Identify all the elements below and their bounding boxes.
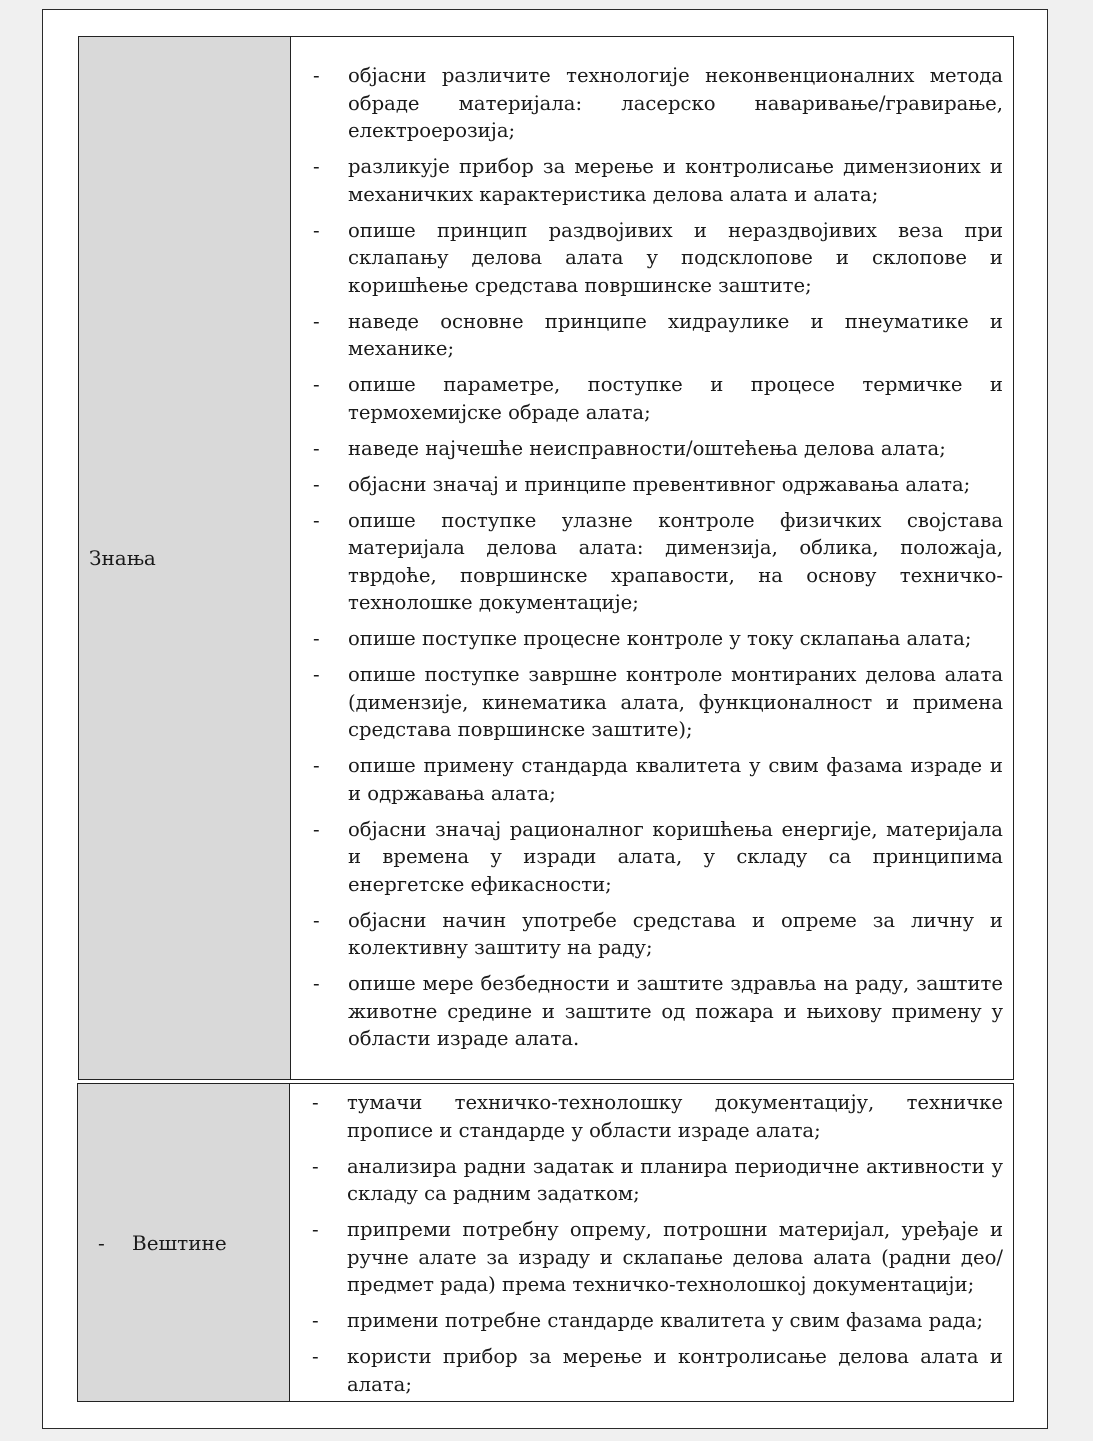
knowledge-content-cell: [291, 37, 1014, 1080]
bullet-dash: -: [312, 1154, 319, 1178]
knowledge-table: [78, 36, 1014, 1080]
bullet-dash: -: [313, 373, 320, 396]
list-item-text: објасни различите технологије неконвенционалних метода обраде материјала: ласерско наваривање/гравирање, електроерозија;: [348, 64, 1003, 142]
list-item: [291, 507, 1013, 617]
list-item: [291, 471, 1013, 499]
list-item-text: тумачи техничко-технолошку документацију, техничке прописе и стандарде у области израде алата;: [347, 1091, 1003, 1142]
list-item: [290, 1153, 1013, 1208]
list-item-text: опише мере безбедности и заштите здравља на раду, заштите животне средине и заштите од пожара и њихову примену у области израде алата.: [348, 972, 1003, 1050]
list-item: [291, 371, 1013, 426]
list-item: [291, 308, 1013, 363]
list-item: [291, 435, 1013, 463]
list-item: [290, 1216, 1013, 1299]
list-item-text: опише примену стандарда квалитета у свим фазама израде и и одржавања алата;: [348, 754, 1003, 805]
list-item: [290, 1307, 1013, 1335]
list-item: [290, 1089, 1013, 1144]
bullet-dash: -: [313, 627, 320, 650]
list-item-text: објасни значај и принципе превентивног одржавања алата;: [348, 472, 971, 496]
skills-label: Вештине: [132, 1230, 227, 1255]
bullet-dash: -: [313, 663, 320, 686]
bullet-dash: -: [313, 155, 320, 178]
list-item-text: објасни значај рационалног коришћења енергије, материјала и времена у изради алата, у складу са принципима енергетске ефикасности;: [348, 817, 1003, 896]
skills-label-cell: [78, 1084, 290, 1402]
list-item: [291, 970, 1013, 1053]
list-item: [291, 62, 1013, 145]
list-item-text: опише параметре, поступке и процесе термичке и термохемијске обраде алата;: [348, 373, 1003, 424]
list-item-text: наведе најчешће неисправности/оштећења делова алата;: [348, 436, 946, 460]
list-item-text: опише поступке процесне контроле у току склапања алата;: [348, 627, 972, 650]
bullet-dash: -: [313, 309, 320, 333]
list-item: [291, 752, 1013, 807]
skills-list: [290, 1087, 1013, 1398]
list-item: [291, 816, 1013, 899]
list-item: [291, 907, 1013, 962]
bullet-dash: -: [313, 472, 320, 496]
bullet-dash: -: [313, 436, 320, 460]
bullet-dash: -: [312, 1345, 319, 1368]
bullet-dash: -: [312, 1309, 319, 1332]
bullet-dash: -: [313, 218, 320, 242]
list-item: [291, 153, 1013, 208]
list-item-text: припреми потребну опрему, потрошни материјал, уређаје и ручне алате за израду и склапање делова алата (радни део/предмет рада) према техничко-технолошкој документацији;: [347, 1218, 1003, 1296]
document-page: [42, 9, 1048, 1429]
bullet-dash: -: [312, 1218, 319, 1241]
list-item-text: анализира радни задатак и планира периодичне активности у складу са радним задатком;: [347, 1154, 1003, 1205]
knowledge-list: [291, 37, 1013, 1079]
knowledge-label-cell: [79, 37, 291, 1080]
bullet-dash: -: [313, 508, 320, 532]
list-item-text: примени потребне стандарде квалитета у свим фазама рада;: [347, 1309, 984, 1332]
bullet-dash: -: [313, 64, 320, 87]
list-item-text: опише принцип раздвојивих и нераздвојивих веза при склапању делова алата у подсклопове и склопове и коришћење средстава површинске заштите;: [348, 218, 1003, 297]
bullet-dash: -: [313, 754, 320, 777]
list-item-text: користи прибор за мерење и контролисање делова алата и алата;: [347, 1345, 1003, 1396]
bullet-dash: -: [313, 817, 320, 841]
list-item: [291, 625, 1013, 653]
list-item-text: наведе основне принципе хидраулике и пнеуматике и механике;: [348, 309, 1003, 360]
list-item: [291, 661, 1013, 744]
list-item: [290, 1343, 1013, 1398]
bullet-dash: -: [312, 1091, 319, 1114]
bullet-dash: -: [313, 908, 320, 932]
skills-table: [77, 1083, 1014, 1402]
knowledge-label: Знања: [89, 546, 156, 570]
list-item-text: опише поступке улазне контроле физичких својстава материјала делова алата: димензија, облика, положаја, тврдоће, површинске храпавости, на основу техничко-технолошке документације;: [348, 508, 1003, 614]
list-item-text: опише поступке завршне контроле монтираних делова алата (димензије, кинематика алата, функционалност и примена средстава површинске заштите);: [348, 663, 1003, 741]
skills-label-dash: -: [98, 1230, 105, 1255]
list-item-text: објасни начин употребе средстава и опреме за личну и колективну заштиту на раду;: [348, 908, 1003, 959]
list-item: [291, 217, 1013, 300]
bullet-dash: -: [313, 972, 320, 995]
skills-content-cell: [290, 1084, 1014, 1402]
list-item-text: разликује прибор за мерење и контролисање димензионих и механичких карактеристика делова алата и алата;: [348, 155, 1003, 206]
